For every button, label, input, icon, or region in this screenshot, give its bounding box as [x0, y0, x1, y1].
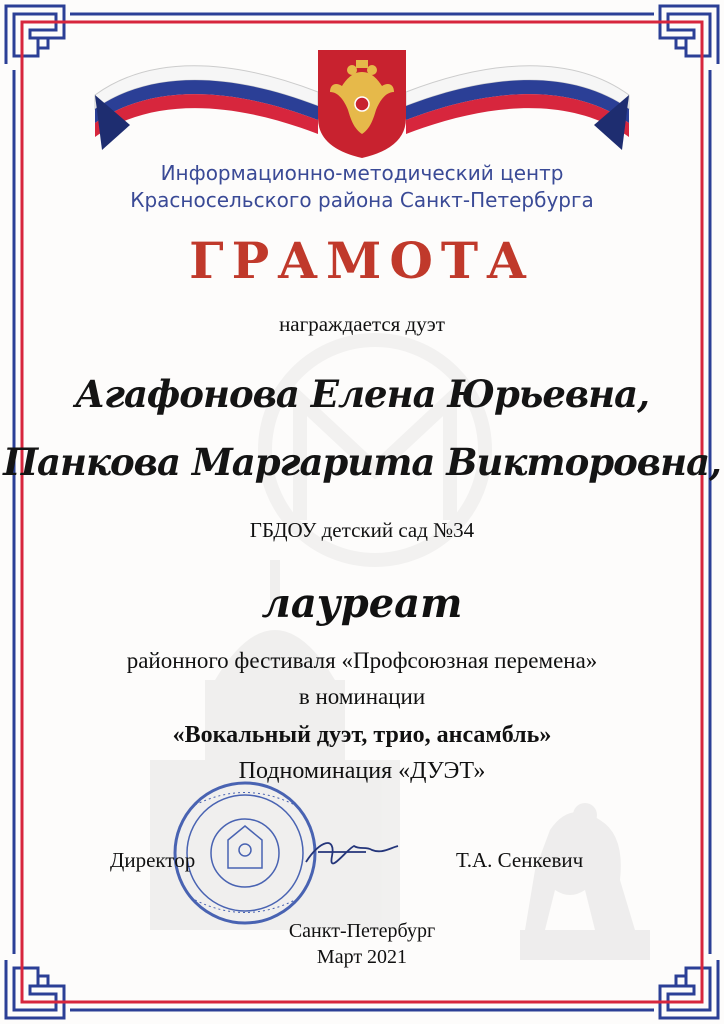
awarded-text: награждается дуэт	[279, 312, 445, 336]
coat-of-arms-icon	[318, 50, 406, 158]
nomination-category: «Вокальный дуэт, трио, ансамбль»	[172, 722, 552, 748]
award-status: лауреат	[261, 580, 463, 627]
date: Март 2021	[316, 946, 408, 968]
director-name: Т.А. Сенкевич	[456, 848, 584, 872]
nomination-intro: в номинации	[298, 684, 426, 709]
director-label: Директор	[110, 848, 196, 872]
place-and-date	[0, 918, 724, 970]
festival-name: районного фестиваля «Профсоюзная перемена»	[126, 648, 598, 673]
organization-name	[0, 160, 724, 214]
subnomination: Подноминация «ДУЭТ»	[238, 758, 486, 784]
city: Санкт-Петербург	[288, 920, 436, 942]
corner-ornament-top-left	[6, 6, 70, 70]
organization-line-2: Красносельского района Санкт-Петербурга	[130, 188, 594, 212]
institution-name: ГБДОУ детский сад №34	[249, 518, 475, 542]
certificate-title: ГРАМОТА	[189, 231, 535, 290]
corner-ornament-top-right	[654, 6, 718, 70]
organization-line-1: Информационно-методический центр	[160, 161, 564, 185]
recipient-name-2: Панкова Маргарита Викторовна,	[3, 440, 721, 484]
recipient-name-1: Агафонова Елена Юрьевна,	[75, 372, 649, 416]
